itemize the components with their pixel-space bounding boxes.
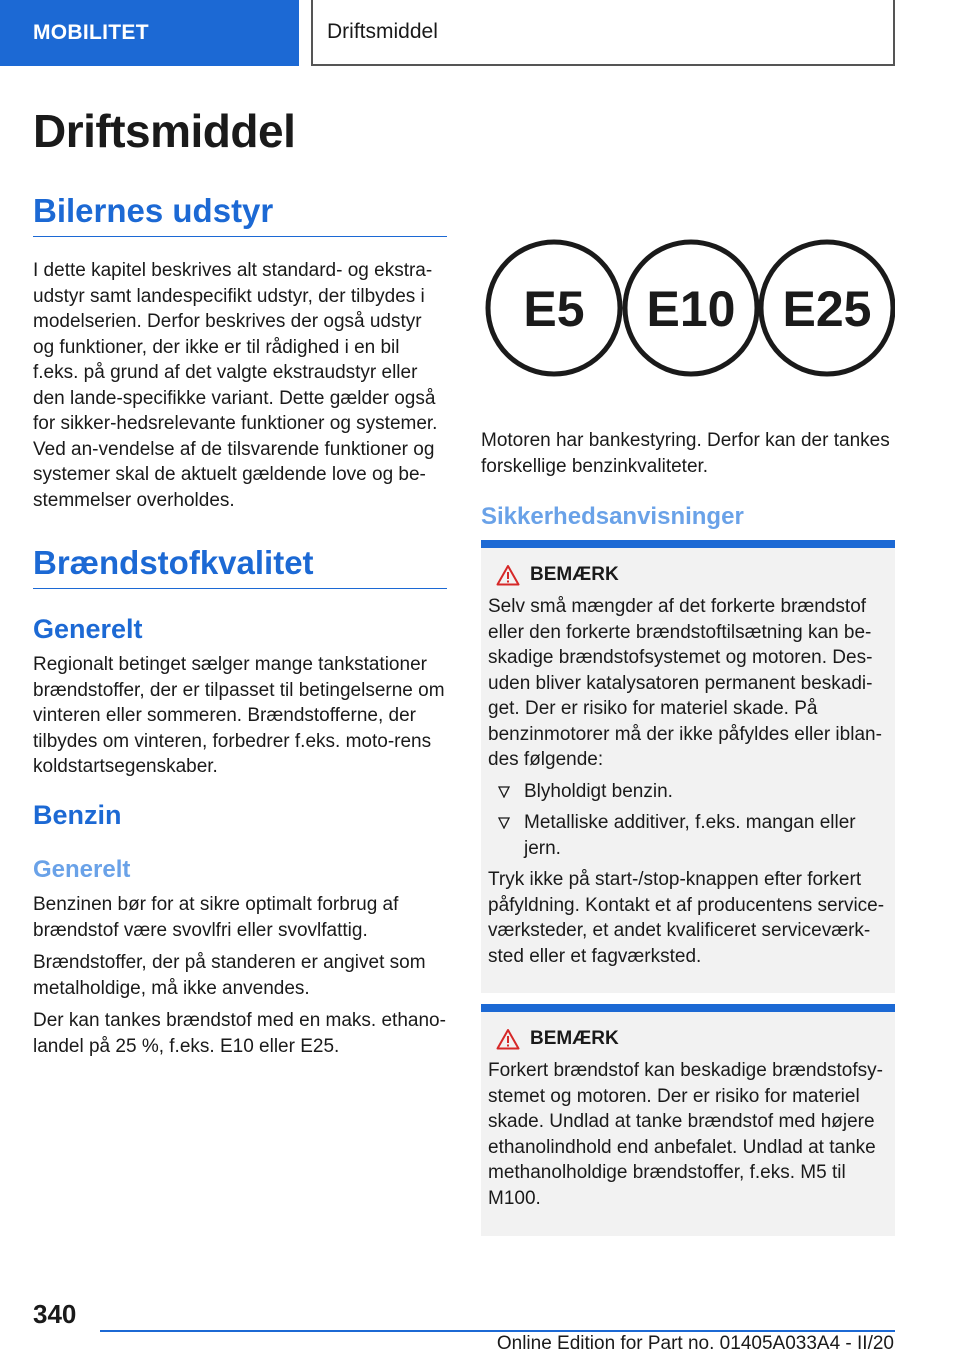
bullet-triangle-icon bbox=[498, 817, 510, 829]
footer-divider bbox=[100, 1330, 895, 1332]
paragraph-benzin-2: Brændstoffer, der på standeren er angivet som metalholdige, må ikke anvendes. bbox=[33, 952, 426, 999]
heading-bilernes-udstyr: Bilernes udstyr bbox=[33, 192, 447, 237]
section-tab: MOBILITET bbox=[0, 0, 299, 66]
heading-sikkerhedsanvisninger: Sikkerhedsanvisninger bbox=[481, 503, 744, 530]
fuel-label-e25: E25 bbox=[782, 281, 872, 337]
fuel-grade-symbols bbox=[481, 238, 895, 390]
warning-note-1 bbox=[481, 540, 895, 993]
note-text-2: Tryk ikke på start-/stop-knappen efter forkert påfyldning. Kontakt et af producentens service-værksteder, et andet kvalificeret serviceværk-sted eller et fagværksted. bbox=[488, 869, 885, 967]
heading-benzin: Benzin bbox=[33, 800, 122, 830]
note-bullet-list bbox=[488, 779, 888, 862]
paragraph-udstyr: I dette kapitel beskrives alt standard- og ekstra-udstyr samt landespecifikt udstyr, der tilbydes i modelserien. Derfor beskrives der også udstyr og funktioner, der ikke er til rådighed i en bil f.eks. på grund af det valgte ekstraudstyr eller den lande-specifikke variant. Dette gælder også for sikker-hedsrelevante funktioner og systemer. Ved an-vendelse af de tilsvarende funktioner og systemer skal de aktuelt gældende love og be-stemmelser overholdes. bbox=[33, 260, 438, 511]
chapter-header: Driftsmiddel bbox=[311, 0, 895, 66]
warning-note-2 bbox=[481, 1004, 895, 1236]
heading-benzin-generelt: Generelt bbox=[33, 856, 131, 883]
fuel-label-e5: E5 bbox=[523, 281, 585, 337]
page-number: 340 bbox=[33, 1299, 77, 1329]
note-text: Forkert brændstof kan beskadige brændstofsy-stemet og motoren. Der er risiko for materiel skade. Undlad at tanke brændstof med højere ethanolindhold end anbefalet. Undlad at tanke methanolholdige brændstoffer, f.eks. M5 til M100. bbox=[488, 1060, 883, 1209]
paragraph-benzin-3: Der kan tankes brændstof med en maks. ethano-landel på 25 %, f.eks. E10 eller E25. bbox=[33, 1010, 446, 1057]
note-title: BEMÆRK bbox=[530, 1028, 619, 1049]
warning-icon bbox=[496, 1028, 520, 1050]
heading-generelt: Generelt bbox=[33, 614, 143, 644]
heading-braendstofkvalitet: Brændstofkvalitet bbox=[33, 544, 447, 589]
paragraph-generelt: Regionalt betinget sælger mange tankstationer brændstoffer, der er tilpasset til betingelserne om vinteren eller sommeren. Brændstofferne, der tilbydes om vinteren, forbedrer f.eks. moto-rens koldstartsegenskaber. bbox=[33, 654, 445, 777]
note-title: BEMÆRK bbox=[530, 564, 619, 585]
list-item: Metalliske additiver, f.eks. mangan eller jern. bbox=[488, 810, 888, 861]
fuel-symbol-e10 bbox=[625, 242, 757, 374]
bullet-triangle-icon bbox=[498, 786, 510, 798]
fuel-symbol-e5 bbox=[488, 242, 620, 374]
footer-edition: Online Edition for Part no. 01405A033A4 - II/20 bbox=[496, 1333, 894, 1354]
paragraph-benzin-1: Benzinen bør for at sikre optimalt forbrug af brændstof være svovlfri eller svovlfattig. bbox=[33, 894, 399, 941]
page-title: Driftsmiddel bbox=[33, 105, 296, 157]
note-text: Selv små mængder af det forkerte brændstof eller den forkerte brændstoftilsætning kan be-skadige brændstofsystemet og motoren. Des-uden bliver katalysatoren permanent beskadi-get. Der er risiko for materiel skade. På benzinmotorer må der ikke påfyldes eller iblan-des følgende: bbox=[488, 596, 882, 770]
list-item: Blyholdigt benzin. bbox=[488, 779, 888, 805]
paragraph-bankestyring: Motoren har bankestyring. Derfor kan der tankes forskellige benzinkvaliteter. bbox=[481, 430, 890, 477]
warning-icon bbox=[496, 564, 520, 586]
fuel-label-e10: E10 bbox=[646, 281, 736, 337]
fuel-symbol-e25 bbox=[761, 242, 893, 374]
